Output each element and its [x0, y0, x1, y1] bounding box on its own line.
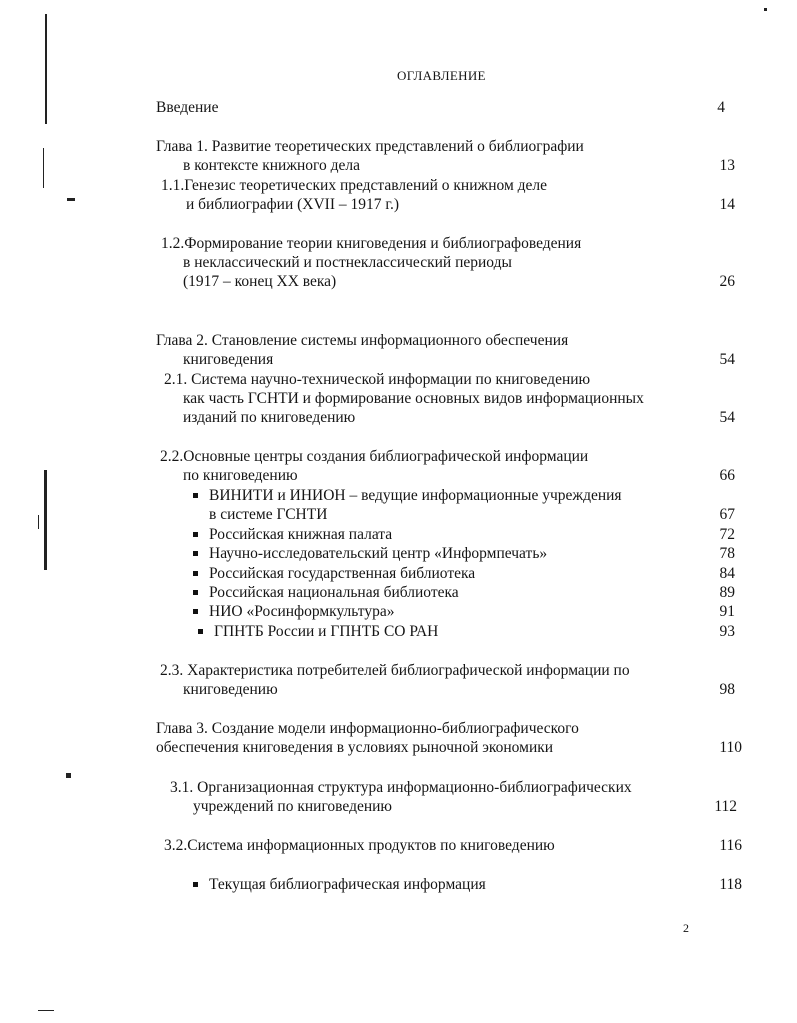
- scan-dot: [66, 773, 71, 778]
- toc-section-3-2: 3.2.Система информационных продуктов по книговедению: [164, 837, 555, 854]
- toc-bullet-item: Российская государственная библиотека: [209, 565, 476, 582]
- toc-heading: ОГЛАВЛЕНИЕ: [397, 68, 486, 83]
- page-ref: 4: [717, 99, 725, 116]
- toc-chapter-1-cont: в контексте книжного дела: [183, 157, 361, 174]
- toc-bullet-item: Текущая библиографическая информация: [209, 876, 486, 893]
- scan-line: [38, 1010, 54, 1011]
- toc-chapter-3-cont: обеспечения книговедения в условиях рыночной экономики: [156, 739, 554, 756]
- toc-section-3-1-cont: учреждений по книговедению: [193, 798, 393, 815]
- page-ref: 66: [719, 467, 735, 484]
- toc-section-2-1-cont: изданий по книговедению: [183, 409, 356, 426]
- page-ref: 84: [719, 565, 735, 582]
- toc-bullet-item: Научно-исследовательский центр «Информпечать»: [209, 545, 548, 562]
- toc-section-3-1: 3.1. Организационная структура информационно-библиографических: [170, 779, 632, 796]
- scan-dot: [67, 198, 75, 201]
- page-ref: 116: [719, 837, 742, 854]
- toc-section-2-3: 2.3. Характеристика потребителей библиографической информации по: [160, 662, 630, 679]
- toc-bullet-item-cont: в системе ГСНТИ: [209, 506, 328, 523]
- page-ref: 118: [719, 876, 742, 893]
- toc-bullet-item: Российская национальная библиотека: [209, 584, 459, 601]
- page-ref: 78: [719, 545, 735, 562]
- page-ref: 13: [719, 157, 735, 174]
- page-ref: 98: [719, 681, 735, 698]
- toc-section-2-3-cont: книговедению: [183, 681, 278, 698]
- scan-line: [45, 14, 47, 124]
- page-ref: 110: [719, 739, 742, 756]
- toc-section-1-1: 1.1.Генезис теоретических представлений о книжном деле: [161, 177, 548, 194]
- toc-section-1-1-cont: и библиографии (XVII – 1917 г.): [186, 196, 400, 213]
- toc-bullet-item: ВИНИТИ и ИНИОН – ведущие информационные учреждения: [209, 487, 622, 504]
- toc-section-1-2-cont: (1917 – конец XX века): [183, 273, 337, 290]
- page-ref: 91: [719, 603, 735, 620]
- page-ref: 72: [719, 526, 735, 543]
- toc-section-2-1: 2.1. Система научно-технической информации по книговедению: [164, 371, 591, 388]
- page-ref: 67: [719, 506, 735, 523]
- toc-chapter-1: Глава 1. Развитие теоретических представлений о библиографии: [156, 138, 584, 155]
- toc-chapter-2: Глава 2. Становление системы информационного обеспечения: [156, 332, 569, 349]
- toc-bullet-item: НИО «Росинформкультура»: [209, 603, 395, 620]
- scan-line: [38, 515, 39, 529]
- page-number: 2: [683, 921, 689, 935]
- toc-bullet-item: ГПНТБ России и ГПНТБ СО РАН: [214, 623, 439, 640]
- page-ref: 26: [719, 273, 735, 290]
- page-ref: 54: [719, 409, 735, 426]
- toc-section-1-2: 1.2.Формирование теории книговедения и библиографоведения: [161, 235, 582, 252]
- toc-section-2-1-cont: как часть ГСНТИ и формирование основных видов информационных: [183, 390, 644, 407]
- page-ref: 112: [714, 798, 737, 815]
- toc-section-2-2: 2.2.Основные центры создания библиографической информации: [160, 448, 589, 465]
- page-ref: 89: [719, 584, 735, 601]
- toc-chapter-2-cont: книговедения: [183, 351, 274, 368]
- toc-chapter-3: Глава 3. Создание модели информационно-библиографического: [156, 720, 579, 737]
- toc-section-2-2-cont: по книговедению: [183, 467, 298, 484]
- toc-entry-intro: Введение: [156, 99, 219, 116]
- scan-dot: [764, 8, 767, 11]
- toc-section-1-2-cont: в неклассический и постнеклассический периоды: [183, 254, 512, 271]
- toc-bullet-item: Российская книжная палата: [209, 526, 393, 543]
- page-ref: 54: [719, 351, 735, 368]
- scan-line: [44, 470, 47, 570]
- page-ref: 93: [719, 623, 735, 640]
- page-ref: 14: [719, 196, 735, 213]
- scan-line: [43, 148, 44, 188]
